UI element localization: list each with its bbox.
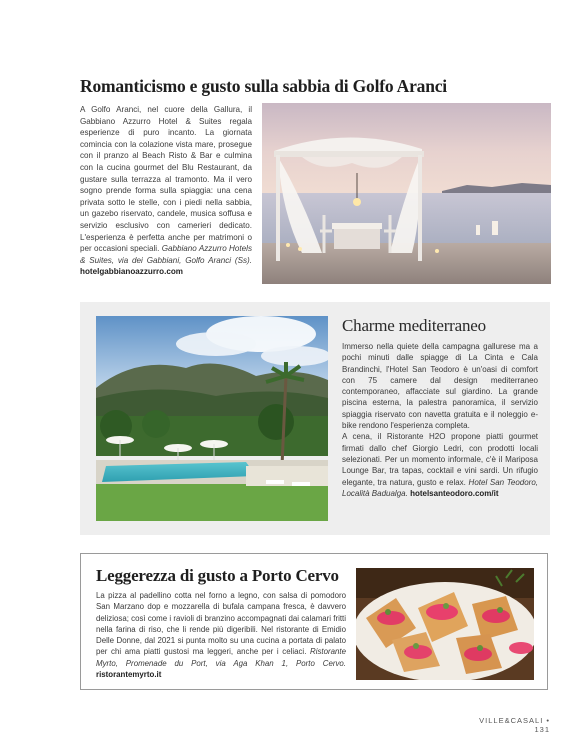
section2-paragraph-2 xyxy=(342,431,538,499)
section1-address: Gabbiano Azzurro Hotels & Suites, via dei Gabbiani, Golfo Aranci (Ss). xyxy=(80,244,252,265)
section2-text-2: A cena, il Ristorante H2O propone piatti gourmet firmati dallo chef Giorgio Ledri, con prodotti locali selezionati. Per un momento informale, c'è il Mariposa Lounge Bar, tra tapas, cocktail e vini sardi. Un rifugio elegante, tra natura, gusto e relax. xyxy=(342,432,538,487)
section2-body xyxy=(342,341,538,499)
section2-website-link[interactable]: hotelsanteodoro.com/it xyxy=(410,488,499,498)
section1-website-link[interactable]: hotelgabbianoazzurro.com xyxy=(80,267,183,277)
beach-gazebo-photo xyxy=(262,103,551,284)
section3-website-link[interactable]: ristorantemyrto.it xyxy=(96,670,162,680)
section3-title: Leggerezza di gusto a Porto Cervo xyxy=(96,566,339,585)
section2-paragraph-1: Immerso nella quiete della campagna gallurese ma a pochi minuti dalle spiagge di La Cinta e Cala Brandinchi, l'Hotel San Teodoro è un'oasi di comfort con 75 camere dal design mediterraneo contemporaneo, affacciate sul giardino. La grande piscina esterna, la palestra panoramica, il servizio spiaggia riservato con navetta gratuita e il noleggio e-bike rendono l'esperienza completa. xyxy=(342,342,538,431)
page-footer: VILLE&CASALI • 131 xyxy=(479,716,550,734)
section1-text: A Golfo Aranci, nel cuore della Gallura, il Gabbiano Azzurro Hotel & Suites regala esperienze di puro incanto. La giornata comincia con la colazione vista mare, prosegue con il pranzo al Beach Risto & Bar e culmina con la cucina gourmet del Blu Restaurant, da gustare sulla terrazza al tramonto. Ma il vero sogno prende forma sulla spiaggia: una cena privata sotto le stelle, con i piedi nella sabbia, un gazebo riservato, candele, musica soffusa e servizio esclusivo con camerieri dedicato. L'esperienza è perfetta anche per matrimoni o per occasioni speciali. xyxy=(80,105,252,254)
section3-address: Ristorante Myrto, Promenade du Port, via Aga Khan 1, Porto Cervo. xyxy=(96,647,346,668)
section3-text: La pizza al padellino cotta nel forno a legno, con salsa di pomodoro San Marzano dop e mozzarella di bufala campana fresca, è davvero deliziosa; così come i ravioli di branzino accompagnati dai calamari fritti nella farina di riso, che li rende più digeribili. Nel ristorante di Emidio Delle Donne, dal 2021 si punta molto su una cucina a portata di palato per chi ama piatti gustosi ma leggeri, anche per i celiaci. xyxy=(96,591,346,657)
section2-title: Charme mediterraneo xyxy=(342,316,486,335)
section3-body xyxy=(96,590,346,680)
section1-body xyxy=(80,104,252,278)
food-dish-photo xyxy=(356,568,534,680)
section2-address: Hotel San Teodoro, Località Badualga. xyxy=(342,477,539,498)
section1-title: Romanticismo e gusto sulla sabbia di Golfo Aranci xyxy=(80,76,447,96)
hotel-pool-photo xyxy=(96,316,328,521)
